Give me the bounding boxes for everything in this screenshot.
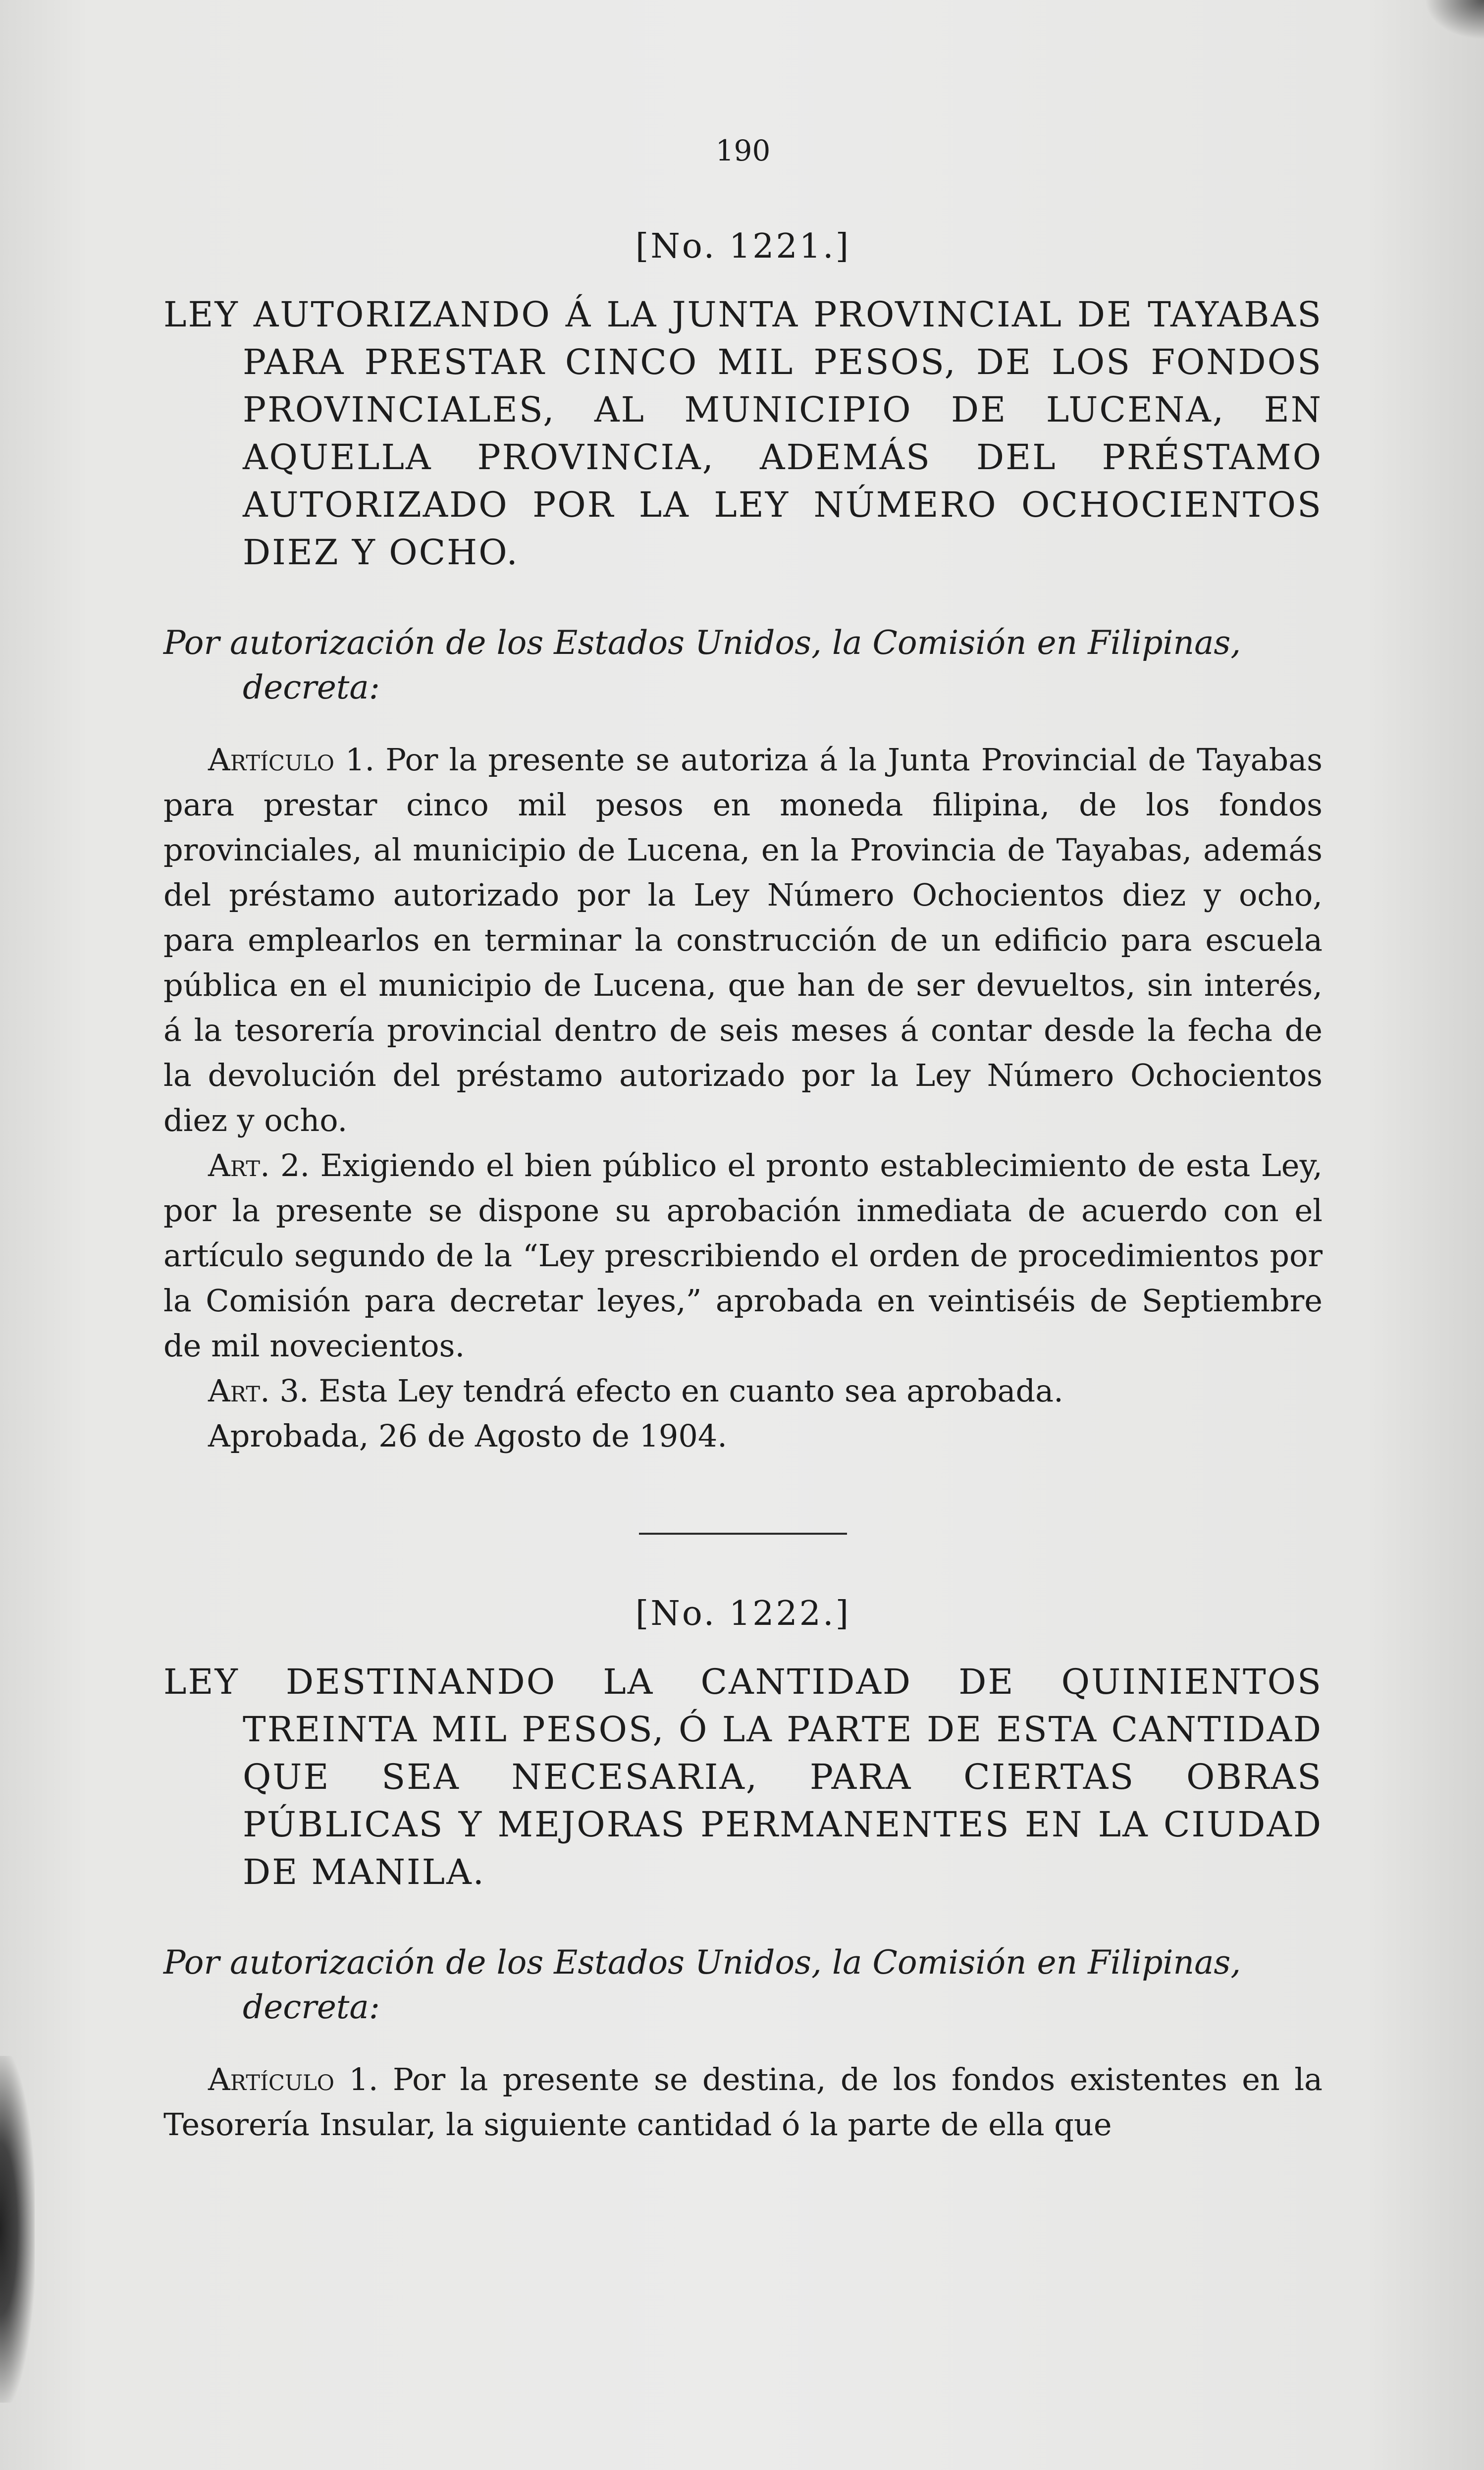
page-content xyxy=(163,134,1323,2147)
article-3 xyxy=(163,1368,1323,1413)
law-1221 xyxy=(163,227,1323,1458)
corner-shadow xyxy=(1425,0,1484,40)
approval-date: Aprobada, 26 de Agosto de 1904. xyxy=(208,1418,727,1454)
page-number: 190 xyxy=(715,134,771,167)
article-1 xyxy=(163,2057,1323,2147)
law-number: [No. 1221.] xyxy=(635,227,851,266)
article-label: Art. 2. xyxy=(208,1147,310,1183)
article-text: Por la presente se destina, de los fondos existentes en la Tesorería Insular, la siguiente cantidad ó la parte de ella que xyxy=(163,2061,1323,2143)
section-divider xyxy=(639,1533,847,1535)
article-label: Artículo 1. xyxy=(208,742,375,778)
enacting-clause: Por autorización de los Estados Unidos, la Comisión en Filipinas, decreta: xyxy=(163,1943,1241,2026)
article-label: Art. 3. xyxy=(208,1373,309,1409)
article-text: Exigiendo el bien público el pronto establecimiento de esta Ley, por la presente se dispone su aprobación inmediata de acuerdo con el artículo segundo de la “Ley prescribiendo el orden de procedimientos por la Comisión para decretar leyes,” aprobada en veintiséis de Septiembre de mil novecientos. xyxy=(163,1147,1323,1364)
article-1 xyxy=(163,737,1323,1143)
article-text: Esta Ley tendrá efecto en cuanto sea aprobada. xyxy=(318,1373,1063,1409)
law-number: [No. 1222.] xyxy=(635,1594,851,1633)
law-1222 xyxy=(163,1594,1323,2147)
article-label: Artículo 1. xyxy=(208,2061,378,2097)
article-text: Por la presente se autoriza á la Junta Provincial de Tayabas para prestar cinco mil pesos en moneda filipina, de los fondos provinciales, al municipio de Lucena, en la Provincia de Tayabas, además del préstamo autorizado por la Ley Número Ochocientos diez y ocho, para emplearlos en terminar la construcción de un edificio para escuela pública en el municipio de Lucena, que han de ser devueltos, sin interés, á la tesorería provincial dentro de seis meses á contar desde la fecha de la devolución del préstamo autorizado por la Ley Número Ochocientos diez y ocho. xyxy=(163,742,1323,1138)
binding-shadow xyxy=(0,2056,35,2403)
enacting-clause: Por autorización de los Estados Unidos, la Comisión en Filipinas, decreta: xyxy=(163,624,1241,706)
law-title: LEY AUTORIZANDO Á LA JUNTA PROVINCIAL DE TAYABAS PARA PRESTAR CINCO MIL PESOS, DE LOS FONDOS PROVINCIALES, AL MUNICIPIO DE LUCENA, EN AQUELLA PROVINCIA, ADEMÁS DEL PRÉSTAMO AUTORIZADO POR LA LEY NÚMERO OCHOCIENTOS DIEZ Y OCHO. xyxy=(163,294,1323,573)
article-2 xyxy=(163,1143,1323,1368)
law-title: LEY DESTINANDO LA CANTIDAD DE QUINIENTOS TREINTA MIL PESOS, Ó LA PARTE DE ESTA CANTIDAD QUE SEA NECESARIA, PARA CIERTAS OBRAS PÚBLICAS Y MEJORAS PERMANENTES EN LA CIUDAD DE MANILA. xyxy=(163,1662,1323,1892)
